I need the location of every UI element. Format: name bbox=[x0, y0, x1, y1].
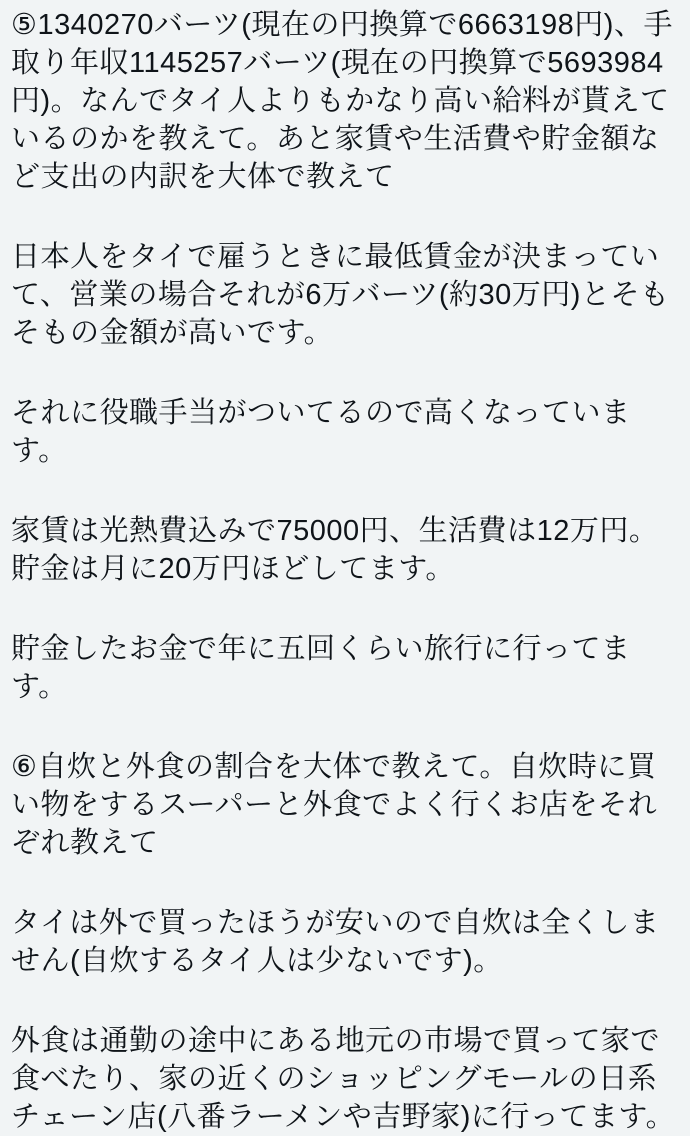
paragraph-answer-5-travel: 貯金したお金で年に五回くらい旅行に行ってます。 bbox=[11, 633, 631, 703]
paragraph-answer-6-no-cooking: タイは外で買ったほうが安いので自炊は全くしません(自炊するタイ人は少ないです)。 bbox=[11, 907, 660, 977]
paragraph-answer-6-eating-out: 外食は通勤の途中にある地元の市場で買って家で食べたり、家の近くのショッピングモールの日系チェーン店(八番ラーメンや吉野家)に行ってます。 bbox=[11, 1025, 676, 1133]
paragraph-answer-5-position-allowance: それに役職手当がついてるので高くなっています。 bbox=[11, 397, 631, 467]
paragraph-question-6: ⑥自炊と外食の割合を大体で教えて。自炊時に買い物をするスーパーと外食でよく行くお店をそれぞれ教えて bbox=[11, 751, 658, 859]
paragraph-question-5: ⑤1340270バーツ(現在の円換算で6663198円)、手取り年収1145257バーツ(現在の円換算で5693984円)。なんでタイ人よりもかなり高い給料が貰えているのかを教えて。あと家賃や生活費や貯金額など支出の内訳を大体で教えて bbox=[11, 9, 673, 193]
paragraph-answer-5-expenses: 家賃は光熱費込みで75000円、生活費は12万円。貯金は月に20万円ほどしてます。 bbox=[11, 515, 659, 585]
paragraph-answer-5-minimum-wage: 日本人をタイで雇うときに最低賃金が決まっていて、営業の場合それが6万バーツ(約30万円)とそもそもの金額が高いです。 bbox=[11, 241, 670, 349]
